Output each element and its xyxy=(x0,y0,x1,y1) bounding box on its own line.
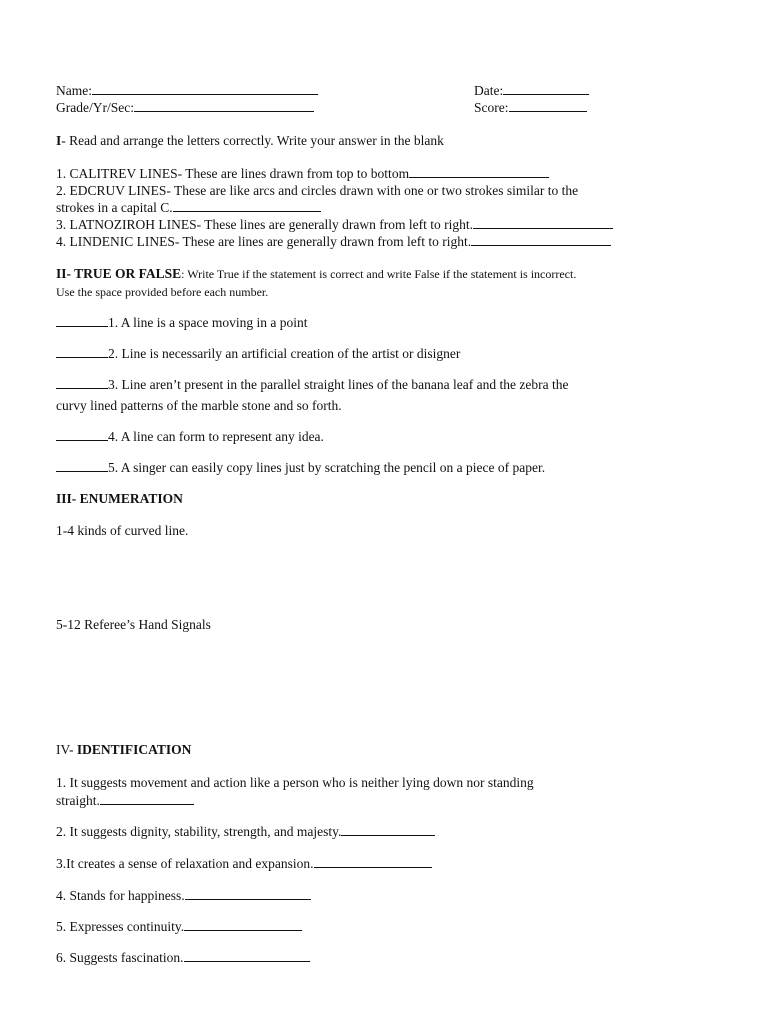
section1-instruction xyxy=(56,133,444,149)
answer-blank[interactable] xyxy=(473,217,613,229)
section1-item-2-text: 2. EDCRUV LINES- These are like arcs and circles drawn with one or two strokes similar to the xyxy=(56,183,579,198)
tf-blank[interactable] xyxy=(56,460,108,472)
tf-item-5 xyxy=(56,460,545,476)
tf-blank[interactable] xyxy=(56,315,108,327)
score-label: Score: xyxy=(474,100,509,115)
date-field xyxy=(474,83,589,99)
grade-blank[interactable] xyxy=(134,100,314,112)
tf-item-3 xyxy=(56,377,568,393)
id-item-4-text: 4. Stands for happiness. xyxy=(56,888,185,903)
score-field xyxy=(474,100,587,116)
section2-instruction xyxy=(56,266,576,282)
answer-blank[interactable] xyxy=(184,950,310,962)
tf-item-5-text: 5. A singer can easily copy lines just by scratching the pencil on a piece of paper. xyxy=(108,460,546,475)
name-label: Name: xyxy=(56,83,92,98)
section1-item-2 xyxy=(56,183,578,199)
answer-blank[interactable] xyxy=(409,166,549,178)
name-blank[interactable] xyxy=(92,83,318,95)
section1-instruction-text: - Read and arrange the letters correctly. Write your answer in the blank xyxy=(61,133,444,148)
tf-item-3-text: 3. Line aren’t present in the parallel straight lines of the banana leaf and the zebra the xyxy=(108,377,569,392)
answer-blank[interactable] xyxy=(341,824,435,836)
id-item-5-text: 5. Expresses continuity. xyxy=(56,919,185,934)
id-item-6 xyxy=(56,950,310,966)
date-label: Date: xyxy=(474,83,504,98)
tf-blank[interactable] xyxy=(56,346,108,358)
section1-item-2-cont xyxy=(56,200,321,216)
section3-title: III- ENUMERATION xyxy=(56,491,183,506)
id-item-4 xyxy=(56,888,311,904)
section2-title: II- TRUE OR FALSE xyxy=(56,266,182,281)
grade-label: Grade/Yr/Sec: xyxy=(56,100,134,115)
answer-blank[interactable] xyxy=(471,234,611,246)
tf-item-4 xyxy=(56,429,324,445)
section4-heading xyxy=(56,742,191,758)
tf-item-4-text: 4. A line can form to represent any idea. xyxy=(108,429,324,444)
section2-instruction-text: : Write True if the statement is correct and write False if the statement is incorrect. xyxy=(181,267,577,281)
name-field xyxy=(56,83,318,99)
tf-blank[interactable] xyxy=(56,429,108,441)
tf-item-3-cont: curvy lined patterns of the marble stone and so forth. xyxy=(56,398,342,413)
section1-item-1 xyxy=(56,166,549,182)
section1-item-3-text: 3. LATNOZIROH LINES- These lines are generally drawn from left to right. xyxy=(56,217,474,232)
id-item-2-text: 2. It suggests dignity, stability, strength, and majesty. xyxy=(56,824,342,839)
score-blank[interactable] xyxy=(509,100,587,112)
section1-item-3 xyxy=(56,217,613,233)
section1-number: I xyxy=(56,133,62,148)
tf-item-2-text: 2. Line is necessarily an artificial creation of the artist or disigner xyxy=(108,346,461,361)
enum-item-1: 1-4 kinds of curved line. xyxy=(56,523,189,538)
section2-instruction-2: Use the space provided before each number. xyxy=(56,285,269,299)
tf-item-1-text: 1. A line is a space moving in a point xyxy=(108,315,308,330)
section1-item-2-cont-text: strokes in a capital C. xyxy=(56,200,173,215)
section4-title: IDENTIFICATION xyxy=(76,742,192,757)
id-item-5 xyxy=(56,919,302,935)
answer-blank[interactable] xyxy=(185,888,311,900)
tf-blank[interactable] xyxy=(56,377,108,389)
id-item-2 xyxy=(56,824,435,840)
grade-field xyxy=(56,100,314,116)
tf-item-2 xyxy=(56,346,460,362)
id-item-3-text: 3.It creates a sense of relaxation and expansion. xyxy=(56,856,314,871)
date-blank[interactable] xyxy=(503,83,589,95)
section4-prefix: IV- xyxy=(56,742,74,757)
answer-blank[interactable] xyxy=(100,793,194,805)
tf-item-1 xyxy=(56,315,307,331)
answer-blank[interactable] xyxy=(173,200,321,212)
answer-blank[interactable] xyxy=(184,919,302,931)
id-item-1-cont-text: straight. xyxy=(56,793,100,808)
id-item-1: 1. It suggests movement and action like a person who is neither lying down nor standing xyxy=(56,775,534,790)
enum-item-2: 5-12 Referee’s Hand Signals xyxy=(56,617,211,632)
id-item-1-cont xyxy=(56,793,194,809)
section1-item-4-text: 4. LINDENIC LINES- These are lines are generally drawn from left to right. xyxy=(56,234,472,249)
id-item-3 xyxy=(56,856,432,872)
answer-blank[interactable] xyxy=(314,856,432,868)
id-item-6-text: 6. Suggests fascination. xyxy=(56,950,184,965)
section1-item-1-text: 1. CALITREV LINES- These are lines drawn from top to bottom xyxy=(56,166,410,181)
section1-item-4 xyxy=(56,234,611,250)
